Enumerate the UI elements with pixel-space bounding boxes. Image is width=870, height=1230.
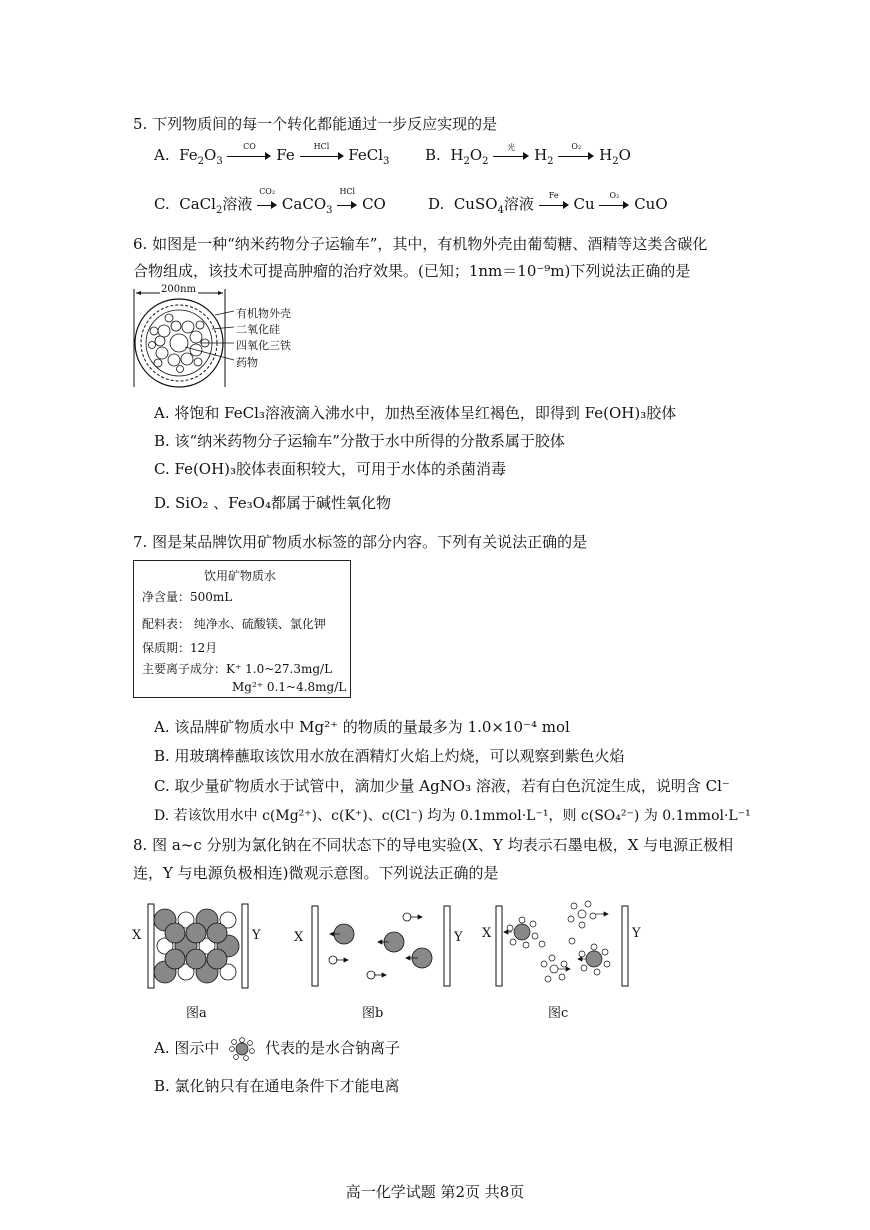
diagram-label-silica: 二氧化硅	[236, 323, 280, 336]
q7-option-d: D. 若该饮用水中 c(Mg²⁺)、c(K⁺)、c(Cl⁻) 均为 0.1mmol·L⁻¹，则 c(SO₄²⁻) 为 0.1mmol·L⁻¹	[154, 808, 751, 824]
q5-option-a: A. $Fe_2O_3$ CO Fe HCl FeCl$_3$	[154, 142, 390, 167]
label-shelf-life: 保质期：12月	[142, 641, 218, 655]
page-footer: 高一化学试题 第2页 共8页	[345, 1183, 525, 1201]
figure-c	[482, 894, 652, 994]
diagram-label-shell: 有机物外壳	[236, 307, 291, 320]
reaction-arrow: CO₂	[257, 200, 277, 210]
reaction-arrow: HCl	[300, 151, 344, 161]
reaction-arrow: O₂	[599, 200, 629, 210]
diagram-label-iron-oxide: 四氧化三铁	[236, 339, 291, 352]
q8-stem-line2: 连，Y 与电源负极相连)微观示意图。下列说法正确的是	[133, 864, 499, 882]
q6-stem-line1: 6. 如图是一种“纳米药物分子运输车”，其中，有机物外壳由葡萄糖、酒精等这类含碳化	[133, 235, 708, 253]
q8-option-a: A. 图示中 代表的是水合钠离子	[154, 1037, 400, 1061]
label-ions-k: 主要离子成分：K⁺ 1.0~27.3mg/L	[142, 662, 333, 676]
q6-option-b: B. 该“纳米药物分子运输车”分散于水中所得的分散系属于胶体	[154, 432, 565, 450]
q6-option-c: C. Fe(OH)₃胶体表面积较大，可用于水体的杀菌消毒	[154, 460, 507, 478]
electrode-y-label: Y	[454, 930, 463, 945]
q7-option-c: C. 取少量矿物质水于试管中，滴加少量 AgNO₃ 溶液，若有白色沉淀生成，说明含 Cl⁻	[154, 777, 730, 795]
electrode-x-label: X	[132, 928, 142, 943]
nano-vehicle-diagram	[130, 285, 310, 391]
mineral-water-label	[133, 560, 351, 698]
q5-option-b: B. $H_2O_2$ 光 $H_2$ O₂ $H_2O$	[425, 142, 631, 167]
label-title: 饮用矿物质水	[204, 569, 277, 583]
q5-option-d: D. CuSO$_4$溶液 Fe Cu O₂ CuO	[428, 191, 668, 216]
electrode-y-label: Y	[632, 926, 641, 941]
q5-stem: 5. 下列物质间的每一个转化都能通过一步反应实现的是	[133, 115, 498, 133]
electrode-x-label: X	[294, 930, 304, 945]
figure-b-caption: 图b	[362, 1006, 384, 1021]
q7-option-b: B. 用玻璃棒蘸取该饮用水放在酒精灯火焰上灼烧，可以观察到紫色火焰	[154, 747, 625, 765]
label-ingredients: 配料表： 纯净水、硫酸镁、氯化钾	[142, 617, 326, 631]
figure-b	[292, 900, 472, 992]
label-net-content: 净含量：500mL	[142, 590, 233, 604]
electrode-x-label: X	[482, 926, 492, 941]
q5-option-c: C. CaCl$_2$溶液 CO₂ CaCO$_3$ HCl CO	[154, 187, 386, 216]
figure-a	[128, 900, 268, 992]
q7-stem: 7. 图是某品牌饮用矿物质水标签的部分内容。下列有关说法正确的是	[133, 533, 588, 551]
reaction-arrow: O₂	[558, 151, 594, 161]
diagram-width-label: 200nm	[161, 284, 197, 295]
reaction-arrow: CO	[227, 151, 271, 161]
q7-option-a: A. 该品牌矿物质水中 Mg²⁺ 的物质的量最多为 1.0×10⁻⁴ mol	[154, 718, 570, 736]
figure-c-caption: 图c	[548, 1006, 569, 1021]
q8-stem-line1: 8. 图 a~c 分别为氯化钠在不同状态下的导电实验(X、Y 均表示石墨电极，X 与电源正极相	[133, 836, 734, 854]
electrode-y-label: Y	[252, 928, 261, 943]
diagram-label-drug: 药物	[236, 356, 258, 369]
hydrated-ion-icon	[224, 1037, 260, 1061]
reaction-arrow: HCl	[337, 200, 357, 210]
q6-stem-line2: 合物组成，该技术可提高肿瘤的治疗效果。(已知；1nm＝10⁻⁹m)下列说法正确的是	[133, 262, 691, 280]
q6-option-d: D. SiO₂ 、Fe₃O₄都属于碱性氧化物	[154, 494, 391, 512]
reaction-arrow: 光	[493, 151, 529, 161]
label-ions-mg: Mg²⁺ 0.1~4.8mg/L	[232, 680, 347, 694]
q8-option-b: B. 氯化钠只有在通电条件下才能电离	[154, 1077, 400, 1095]
figure-a-caption: 图a	[186, 1006, 207, 1021]
q6-option-a: A. 将饱和 FeCl₃溶液滴入沸水中，加热至液体呈红褐色，即得到 Fe(OH)₃胶体	[154, 404, 677, 422]
reaction-arrow: Fe	[539, 200, 569, 210]
